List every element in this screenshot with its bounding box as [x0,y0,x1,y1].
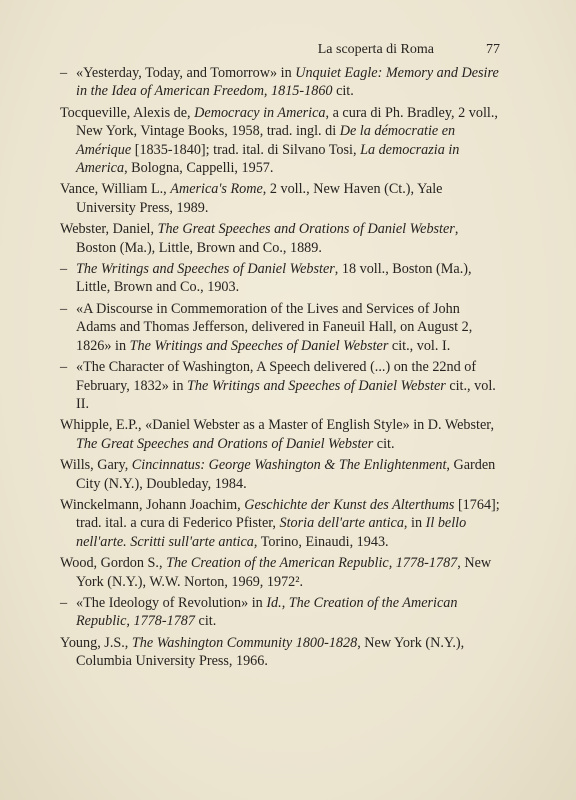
entry-segment: cit. [373,435,395,452]
italic-title: La democrazia in America [76,141,460,177]
italic-title: Unquiet Eagle: Memory and Desire in the Idea of American Freedom, 1815-1860 [76,65,499,100]
italic-title: Id., The Creation of the American Republic, 1778-1787 [76,594,458,630]
italic-title: The Great Speeches and Orations of Daniel Webster [157,221,455,238]
entry-text [76,260,500,297]
page-number: 77 [486,42,500,57]
entry-segment: , Torino, Einaudi, 1943. [253,533,389,550]
entry-segment: cit. [195,613,217,630]
italic-title: The Washington Community 1800-1828 [131,634,358,651]
entry-text [76,300,500,355]
entry-segment: , Boston (Ma.), Little, Brown and Co., 1889. [76,221,459,256]
bibliography-subentry [60,358,500,413]
italic-title: The Creation of the American Republic, 1778-1787 [166,555,458,572]
running-title: La scoperta di Roma [317,42,434,57]
entry-segment: cit., vol. II. [76,377,496,412]
entry-segment: cit., vol. I. [388,337,451,354]
italic-title: De la démocratie en Amérique [76,123,456,158]
bibliography-entry [60,496,500,551]
entry-segment: Young, J.S., [60,634,132,651]
entry-segment: «The Character of Washington, A Speech delivered (...) on the 22nd of February, 1832» in [76,359,477,394]
italic-title: Il bello nell'arte. Scritti sull'arte antica [76,515,467,550]
entry-dash: – [60,261,68,278]
italic-title: Cincinnatus: George Washington & The Enlightenment [131,457,447,474]
entry-segment: Webster, Daniel, [60,221,158,238]
bibliography-subentry [60,594,500,631]
entry-dash: – [60,65,68,81]
entry-segment: «A Discourse in Commemoration of the Lives and Services of John Adams and Thomas Jefferson, delivered in Faneuil Hall, on August 2, 1826» in [76,300,473,354]
entry-segment: «Yesterday, Today, and Tomorrow» in [76,65,296,81]
italic-title: The Writings and Speeches of Daniel Webster [129,337,389,354]
entry-segment: Wills, Gary, [60,457,132,474]
entry-segment: Wood, Gordon S., [60,555,167,572]
entry-dash: – [60,359,68,376]
entry-dash: – [60,300,68,317]
entry-segment: , in [403,515,426,532]
italic-title: The Writings and Speeches of Daniel Webster [76,261,335,278]
entry-segment: , a cura di Ph. Bradley, 2 voll., New York, Vintage Books, 1958, trad. ingl. di [76,104,498,140]
entry-text [76,594,500,631]
bibliography-subentry [60,300,500,355]
bibliography-entry [60,416,500,453]
entry-text [76,358,500,413]
entry-segment: cit. [332,83,354,100]
entry-segment: [1764]; trad. ital. a cura di Federico Pfister, [76,496,500,532]
entry-dash: – [60,594,68,611]
entry-text [76,64,500,101]
entry-segment: «The Ideology of Revolution» in [76,594,267,611]
italic-title: The Writings and Speeches of Daniel Webster [187,377,446,394]
bibliography-entry [60,180,500,217]
entry-segment: , Bologna, Cappelli, 1957. [124,160,274,177]
bibliography-subentry [60,260,500,297]
entry-segment: , Garden City (N.Y.), Doubleday, 1984. [76,457,496,492]
entry-segment: [1835-1840]; trad. ital. di Silvano Tosi, [131,141,361,158]
bibliography-entry [60,220,500,257]
entry-segment: Whipple, E.P., «Daniel Webster as a Master of English Style» in D. Webster, [60,417,494,434]
running-header [60,42,500,58]
entry-segment: , 18 voll., Boston (Ma.), Little, Brown and Co., 1903. [76,261,472,296]
entry-segment: Vance, William L., [60,181,171,198]
entry-segment: , New York (N.Y.), W.W. Norton, 1969, 1972². [76,555,492,590]
italic-title: The Great Speeches and Orations of Daniel Webster [76,435,374,452]
bibliography-entry [60,634,500,671]
entry-segment: , New York (N.Y.), Columbia University Press, 1966. [76,634,465,670]
bibliography-list [60,64,500,674]
italic-title: America's Rome [170,181,263,198]
italic-title: Democracy in America [194,104,326,121]
bibliography-entry [60,456,500,493]
entry-segment: Tocqueville, Alexis de, [60,104,195,121]
bibliography-subentry [60,64,500,101]
bibliography-entry [60,104,500,178]
entry-segment: , 2 voll., New Haven (Ct.), Yale University Press, 1989. [76,181,443,216]
italic-title: Storia dell'arte antica [279,515,404,532]
italic-title: Geschichte der Kunst des Alterthums [244,496,455,513]
bibliography-entry [60,554,500,591]
entry-segment: Winckelmann, Johann Joachim, [60,496,245,513]
